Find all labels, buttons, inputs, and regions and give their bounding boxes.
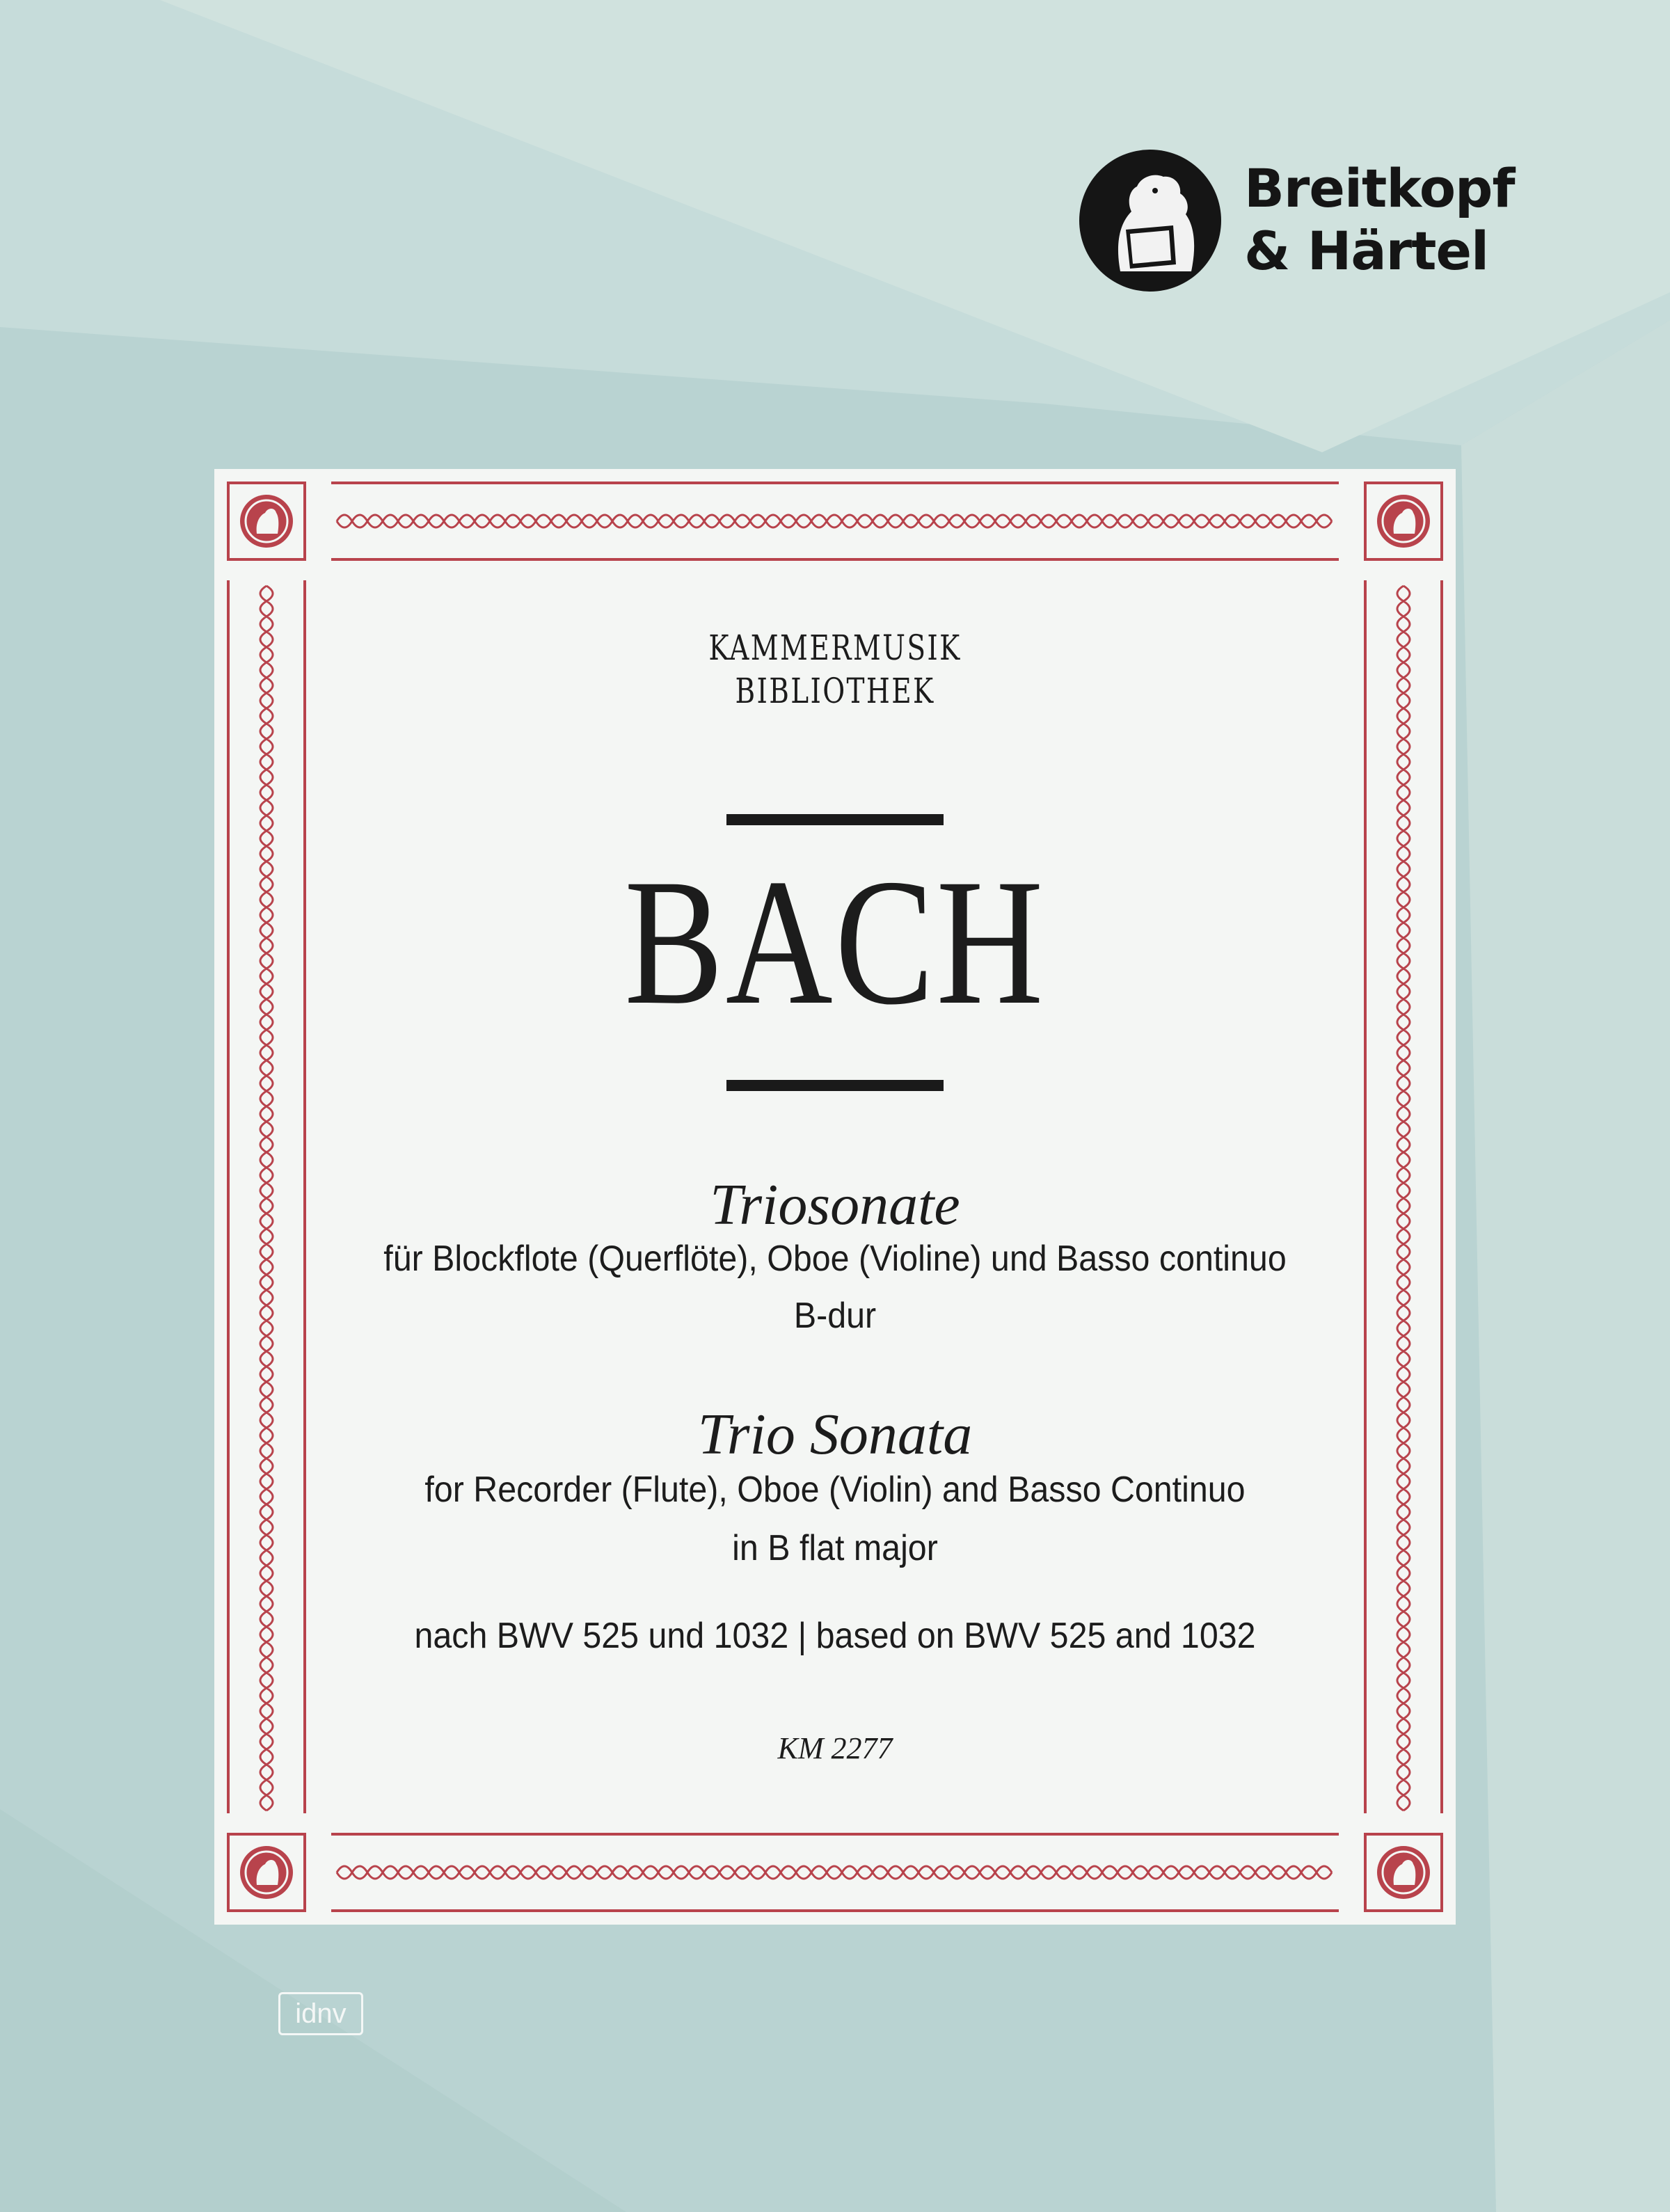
catalog-number: KM 2277	[777, 1731, 893, 1765]
publisher-name-line1: Breitkopf	[1244, 157, 1515, 219]
english-title: Trio Sonata	[697, 1402, 973, 1467]
german-title: Triosonate	[710, 1172, 960, 1237]
bear-emblem-icon	[1077, 148, 1223, 294]
publisher-logo	[1077, 148, 1515, 294]
series-line2: BIBLIOTHEK	[735, 671, 935, 711]
english-key: in B flat major	[732, 1528, 938, 1568]
publisher-name-line2: & Härtel	[1244, 220, 1489, 282]
title-card	[214, 469, 1456, 1925]
series-name	[351, 626, 1319, 713]
series-line1: KAMMERMUSIK	[708, 628, 962, 668]
german-instrumentation: für Blockflote (Querflöte), Oboe (Violine) und Basso continuo	[383, 1239, 1287, 1279]
english-instrumentation: for Recorder (Flute), Oboe (Violin) and Basso Continuo	[424, 1470, 1246, 1510]
title-content	[214, 469, 1456, 1925]
source-note: nach BWV 525 und 1032 | based on BWV 525 and 1032	[414, 1616, 1256, 1656]
composer-name: BACH	[624, 842, 1046, 1042]
composer-rule-top	[726, 814, 944, 825]
watermark-stamp: idnv	[278, 1992, 363, 2035]
german-key: B-dur	[793, 1296, 877, 1336]
publisher-name	[1244, 157, 1515, 283]
composer-rule-bottom	[726, 1080, 944, 1091]
